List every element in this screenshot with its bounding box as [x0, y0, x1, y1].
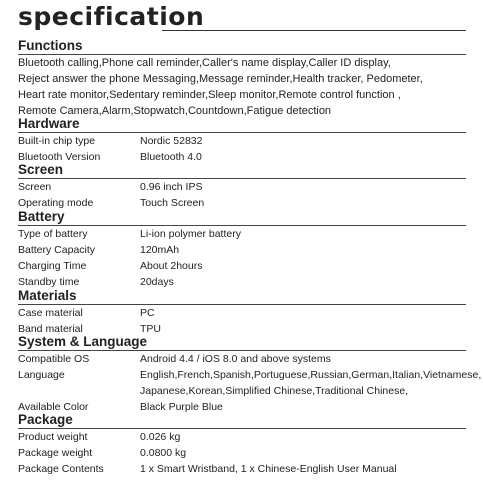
spec-row — [18, 351, 466, 367]
spec-label: Operating mode — [18, 197, 94, 209]
spec-value: 20days — [140, 276, 174, 288]
spec-row — [18, 258, 466, 274]
spec-label: Built-in chip type — [18, 135, 96, 147]
title-divider — [162, 30, 466, 31]
spec-label: Bluetooth Version — [18, 151, 101, 163]
spec-value: PC — [140, 307, 155, 319]
system-language-heading: System & Language — [18, 334, 466, 351]
spec-row — [18, 133, 466, 149]
spec-value: Touch Screen — [140, 197, 205, 209]
functions-line: Bluetooth calling,Phone call reminder,Caller's name display,Caller ID display, — [18, 57, 391, 69]
screen-section — [18, 162, 466, 211]
spec-row — [18, 305, 466, 321]
functions-line: Remote Camera,Alarm,Stopwatch,Countdown,Fatigue detection — [18, 105, 332, 117]
functions-section — [18, 38, 466, 119]
spec-value: Android 4.4 / iOS 8.0 and above systems — [140, 353, 331, 365]
spec-label: Package weight — [18, 447, 93, 459]
spec-label: Screen — [18, 181, 52, 193]
battery-section — [18, 209, 466, 290]
spec-value: Bluetooth 4.0 — [140, 151, 202, 163]
spec-row — [18, 242, 466, 258]
spec-label: Language — [18, 369, 65, 381]
spec-label: Standby time — [18, 276, 80, 288]
materials-section — [18, 288, 466, 337]
spec-row — [18, 226, 466, 242]
spec-label: Charging Time — [18, 260, 87, 272]
spec-label: Type of battery — [18, 228, 88, 240]
functions-line: Heart rate monitor,Sedentary reminder,Sleep monitor,Remote control function , — [18, 89, 401, 101]
spec-value: Black Purple Blue — [140, 401, 223, 413]
spec-label: Band material — [18, 323, 83, 335]
spec-label: Case material — [18, 307, 83, 319]
package-section — [18, 412, 466, 477]
spec-row — [18, 429, 466, 445]
screen-heading: Screen — [18, 162, 466, 179]
spec-value: Nordic 52832 — [140, 135, 203, 147]
functions-line: Reject answer the phone Messaging,Message reminder,Health tracker, Pedometer, — [18, 73, 423, 85]
spec-row — [18, 445, 466, 461]
system-language-section — [18, 334, 482, 415]
spec-value: 0.96 inch IPS — [140, 181, 203, 193]
battery-heading: Battery — [18, 209, 466, 226]
spec-value: 120mAh — [140, 244, 180, 256]
spec-value: TPU — [140, 323, 161, 335]
spec-value: 0.026 kg — [140, 431, 181, 443]
spec-label: Product weight — [18, 431, 88, 443]
materials-heading: Materials — [18, 288, 466, 305]
hardware-section — [18, 116, 466, 165]
spec-row — [18, 367, 482, 399]
spec-row — [18, 179, 466, 195]
spec-label: Compatible OS — [18, 353, 90, 365]
spec-value: Li-ion polymer battery — [140, 228, 241, 240]
spec-value-multiline — [140, 367, 481, 399]
spec-value: 1 x Smart Wristband, 1 x Chinese-English User Manual — [140, 463, 397, 475]
spec-label: Available Color — [18, 401, 89, 413]
package-heading: Package — [18, 412, 466, 429]
spec-label: Package Contents — [18, 463, 104, 475]
language-list-line: Japanese,Korean,Simplified Chinese,Traditional Chinese, — [140, 385, 409, 397]
spec-row — [18, 461, 466, 477]
page-title: specification — [18, 2, 205, 31]
spec-label: Battery Capacity — [18, 244, 96, 256]
spec-value: About 2hours — [140, 260, 203, 272]
functions-heading: Functions — [18, 38, 466, 55]
language-list-line: English,French,Spanish,Portuguese,Russian,German,Italian,Vietnamese, — [140, 369, 482, 381]
spec-value: 0.0800 kg — [140, 447, 187, 459]
hardware-heading: Hardware — [18, 116, 466, 133]
